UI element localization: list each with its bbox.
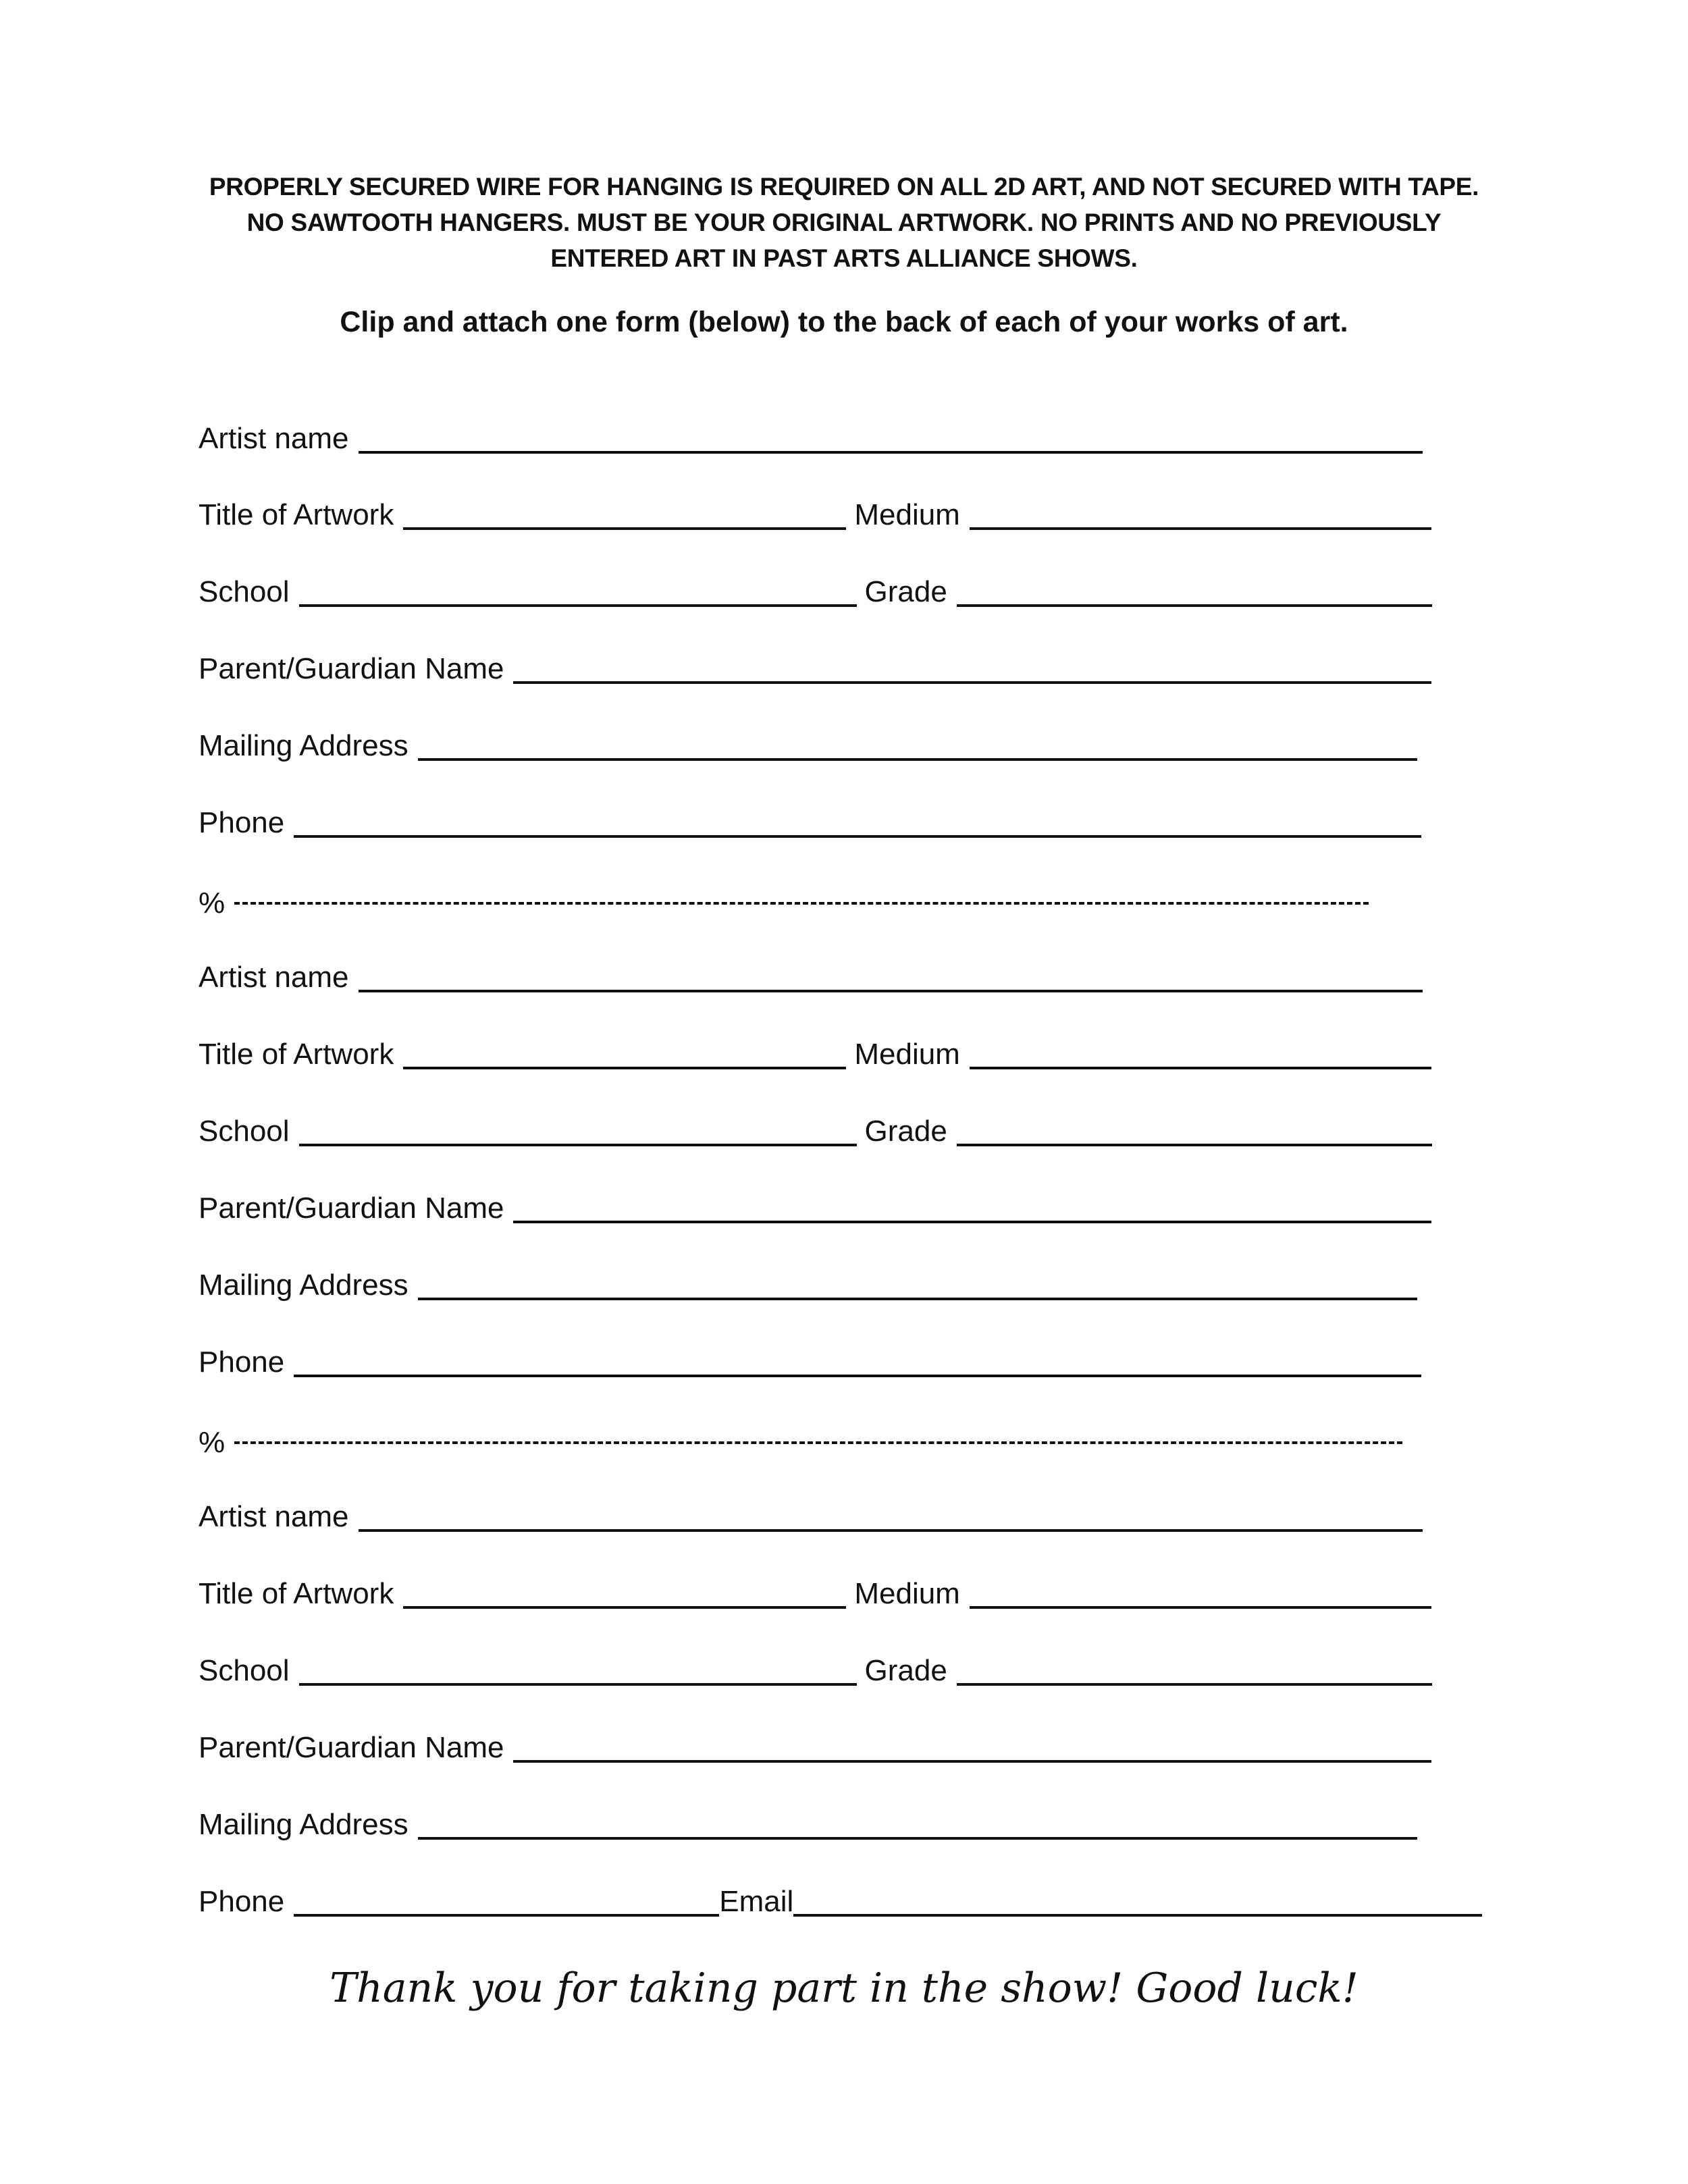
phone-field[interactable] [294,835,1421,838]
school-label: School [199,1654,290,1687]
title-of-artwork-field[interactable] [403,1067,846,1069]
parent-guardian-name-label: Parent/Guardian Name [199,652,504,685]
school-field[interactable] [299,604,857,607]
form3-title-medium-row [199,1567,1431,1614]
grade-field[interactable] [957,1683,1432,1686]
artist-name-field[interactable] [359,1529,1423,1532]
notice-line-1: PROPERLY SECURED WIRE FOR HANGING IS REQUIRED ON ALL 2D ART, AND NOT SECURED WITH TAPE. [209,173,1479,201]
form1-title-medium-row [199,488,1431,535]
cut-line-1 [199,883,1369,924]
form2-school-grade-row [199,1104,1432,1152]
grade-label: Grade [864,1115,947,1148]
medium-field[interactable] [970,527,1431,530]
school-label: School [199,575,290,608]
form1-parent-row [199,642,1431,689]
parent-guardian-name-field[interactable] [513,1221,1431,1223]
form2-artist-name-row [199,951,1423,998]
closing-message: Thank you for taking part in the show! Good luck! [329,1965,1359,2012]
dashed-separator [234,902,1369,905]
medium-field[interactable] [970,1606,1431,1609]
cut-line-2 [199,1422,1402,1463]
medium-label: Medium [854,1577,960,1610]
mailing-address-field[interactable] [418,758,1417,761]
notice-line-3: ENTERED ART IN PAST ARTS ALLIANCE SHOWS. [550,244,1138,272]
form1-artist-name-row [199,412,1423,459]
form3-phone-email-row [199,1875,1482,1922]
artist-name-label: Artist name [199,422,349,455]
parent-guardian-name-field[interactable] [513,681,1431,684]
title-of-artwork-label: Title of Artwork [199,1577,394,1610]
artist-name-field[interactable] [359,451,1423,454]
email-field[interactable] [793,1914,1482,1917]
mailing-address-label: Mailing Address [199,1269,408,1302]
form1-address-row [199,719,1417,766]
title-of-artwork-label: Title of Artwork [199,498,394,531]
form3-artist-name-row [199,1490,1423,1537]
form1-phone-row [199,796,1421,843]
form2-address-row [199,1258,1417,1306]
email-label: Email [719,1885,794,1918]
notice-block [169,169,1519,276]
mailing-address-field[interactable] [418,1837,1417,1840]
scissors-icon: % [199,886,226,920]
artist-name-label: Artist name [199,1500,349,1533]
grade-field[interactable] [957,604,1432,607]
parent-guardian-name-field[interactable] [513,1760,1431,1763]
form2-phone-row [199,1335,1421,1383]
title-of-artwork-label: Title of Artwork [199,1038,394,1071]
form2-title-medium-row [199,1028,1431,1075]
mailing-address-field[interactable] [418,1298,1417,1300]
school-field[interactable] [299,1683,857,1686]
medium-field[interactable] [970,1067,1431,1069]
phone-field[interactable] [294,1375,1421,1377]
medium-label: Medium [854,498,960,531]
phone-label: Phone [199,1885,285,1918]
phone-field[interactable] [294,1914,719,1917]
grade-field[interactable] [957,1144,1432,1146]
instruction-text: Clip and attach one form (below) to the back of each of your works of art. [340,306,1348,338]
form3-parent-row [199,1721,1431,1768]
school-label: School [199,1115,290,1148]
form1-school-grade-row [199,565,1432,612]
title-of-artwork-field[interactable] [403,1606,846,1609]
form3-address-row [199,1798,1417,1845]
scissors-icon: % [199,1426,226,1459]
parent-guardian-name-label: Parent/Guardian Name [199,1192,504,1225]
title-of-artwork-field[interactable] [403,527,846,530]
form3-school-grade-row [199,1644,1432,1691]
grade-label: Grade [864,575,947,608]
form2-parent-row [199,1181,1431,1229]
mailing-address-label: Mailing Address [199,729,408,762]
artist-name-field[interactable] [359,990,1423,992]
phone-label: Phone [199,1346,285,1379]
phone-label: Phone [199,806,285,839]
mailing-address-label: Mailing Address [199,1808,408,1841]
school-field[interactable] [299,1144,857,1146]
grade-label: Grade [864,1654,947,1687]
notice-line-2: NO SAWTOOTH HANGERS. MUST BE YOUR ORIGINAL ARTWORK. NO PRINTS AND NO PREVIOUSLY [246,209,1442,236]
medium-label: Medium [854,1038,960,1071]
parent-guardian-name-label: Parent/Guardian Name [199,1731,504,1764]
artist-name-label: Artist name [199,961,349,994]
dashed-separator [234,1441,1402,1444]
